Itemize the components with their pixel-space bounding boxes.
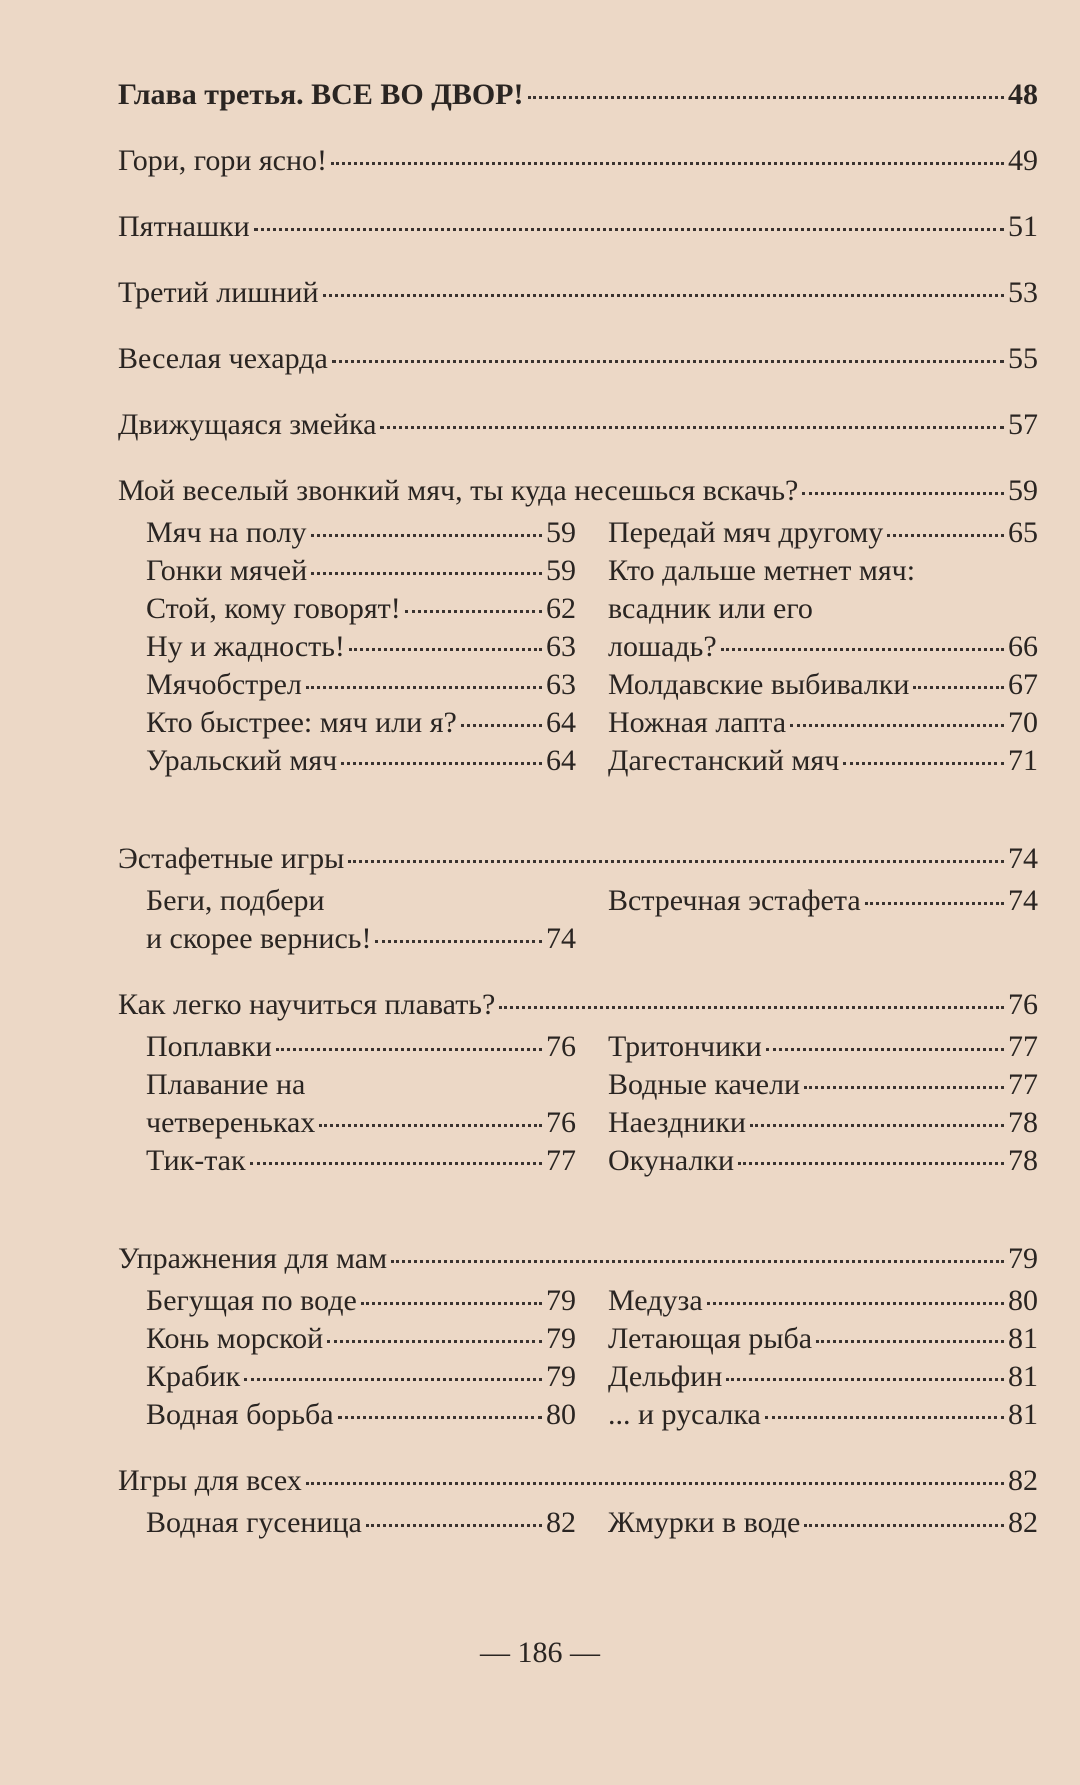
toc-title: Уральский мяч: [146, 744, 338, 777]
toc-subentry: [608, 1066, 1038, 1104]
toc-title: Веселая чехарда: [118, 342, 328, 375]
leader-dots: [366, 1524, 542, 1527]
section-heading-ball: [118, 474, 1038, 508]
toc-subentry: [608, 1028, 1038, 1066]
toc-page: 78: [1008, 1106, 1038, 1139]
toc-page: 48: [1008, 78, 1038, 111]
leader-dots: [254, 228, 1004, 231]
toc-subentry: [608, 742, 1038, 780]
leader-dots: [790, 724, 1004, 727]
right-column: [608, 1028, 1038, 1180]
right-column: [608, 514, 1038, 780]
toc-page: 62: [546, 592, 576, 625]
toc-page: 64: [546, 706, 576, 739]
toc-subentry: [146, 552, 576, 590]
toc-page: 76: [546, 1030, 576, 1063]
toc-title: Глава третья. ВСЕ ВО ДВОР!: [118, 78, 524, 111]
toc-page: 74: [1008, 842, 1038, 875]
leader-dots: [804, 1524, 1004, 1527]
toc-page: 78: [1008, 1144, 1038, 1177]
toc-title: Бегущая по воде: [146, 1284, 357, 1317]
toc-subentry: [608, 1504, 1038, 1542]
toc-page: 49: [1008, 144, 1038, 177]
toc-subentry: [608, 1358, 1038, 1396]
right-column: [608, 882, 1038, 958]
leader-dots: [887, 534, 1004, 537]
toc-page: 59: [546, 516, 576, 549]
toc-subentry: [146, 514, 576, 552]
toc-title: Молдавские выбивалки: [608, 668, 910, 701]
table-of-contents: [118, 78, 1038, 1542]
leader-dots: [311, 534, 542, 537]
leader-dots: [528, 96, 1005, 99]
toc-subentry: [146, 1358, 576, 1396]
toc-title: Ножная лапта: [608, 706, 787, 739]
toc-subentry: [146, 1104, 576, 1142]
left-column: [146, 1504, 576, 1542]
leader-dots: [375, 940, 542, 943]
leader-dots: [319, 1124, 542, 1127]
leader-dots: [766, 1048, 1004, 1051]
leader-dots: [802, 492, 1004, 495]
toc-page: 65: [1008, 516, 1038, 549]
toc-subentry: [608, 666, 1038, 704]
toc-entry: [118, 276, 1038, 310]
toc-title: Стой, кому говорят!: [146, 592, 401, 625]
toc-page: 82: [1008, 1464, 1038, 1497]
toc-page: 81: [1008, 1322, 1038, 1355]
leader-dots: [750, 1124, 1004, 1127]
toc-page: 77: [1008, 1068, 1038, 1101]
leader-dots: [461, 724, 542, 727]
toc-page: 80: [1008, 1284, 1038, 1317]
toc-title: Тик-так: [146, 1144, 246, 1177]
toc-subentry: [608, 1142, 1038, 1180]
leader-dots: [726, 1378, 1004, 1381]
toc-page: 81: [1008, 1360, 1038, 1393]
left-column: [146, 1028, 576, 1180]
toc-title: Гори, гори ясно!: [118, 144, 328, 177]
toc-title: Жмурки в воде: [608, 1506, 801, 1539]
toc-subentry-line: всадник или его: [608, 592, 813, 625]
toc-title: Третий лишний: [118, 276, 319, 309]
toc-title: Пятнашки: [118, 210, 250, 243]
toc-title: Мяч на полу: [146, 516, 307, 549]
toc-page: 64: [546, 744, 576, 777]
toc-title: Летающая рыба: [608, 1322, 813, 1355]
toc-title: Наездники: [608, 1106, 746, 1139]
toc-title: Ну и жадность!: [146, 630, 345, 663]
toc-title: Встречная эстафета: [608, 884, 861, 917]
toc-subentry: [146, 742, 576, 780]
toc-title: Крабик: [146, 1360, 241, 1393]
toc-subentry: [146, 666, 576, 704]
toc-subentry: [146, 628, 576, 666]
subentries-ball: [146, 514, 1038, 780]
leader-dots: [349, 648, 542, 651]
subentries-all: [146, 1504, 1038, 1542]
toc-title: Конь морской: [146, 1322, 324, 1355]
toc-subentry: [146, 704, 576, 742]
leader-dots: [341, 762, 542, 765]
right-column: [608, 1504, 1038, 1542]
toc-subentry: [608, 704, 1038, 742]
leader-dots: [721, 648, 1004, 651]
toc-page: 66: [1008, 630, 1038, 663]
leader-dots: [765, 1416, 1004, 1419]
toc-title: Мячобстрел: [146, 668, 302, 701]
leader-dots: [327, 1340, 542, 1343]
left-column: [146, 514, 576, 780]
toc-subentry: [146, 1028, 576, 1066]
toc-title: Дагестанский мяч: [608, 744, 840, 777]
leader-dots: [361, 1302, 542, 1305]
leader-dots: [338, 1416, 542, 1419]
toc-title: Поплавки: [146, 1030, 272, 1063]
toc-subentry: [608, 1104, 1038, 1142]
toc-page: 70: [1008, 706, 1038, 739]
toc-page: 57: [1008, 408, 1038, 441]
toc-title: Тритончики: [608, 1030, 762, 1063]
toc-title: и скорее вернись!: [146, 922, 372, 955]
leader-dots: [276, 1048, 542, 1051]
subentries-relay: [146, 882, 1038, 958]
toc-subentry: [146, 1396, 576, 1434]
toc-page: 63: [546, 668, 576, 701]
toc-title: Медуза: [608, 1284, 703, 1317]
toc-subentry: [146, 1282, 576, 1320]
toc-title: Как легко научиться плавать?: [118, 988, 496, 1021]
toc-page: 77: [546, 1144, 576, 1177]
toc-page: 71: [1008, 744, 1038, 777]
leader-dots: [311, 572, 542, 575]
leader-dots: [391, 1260, 1004, 1263]
section-heading-all: [118, 1464, 1038, 1498]
toc-entry: [118, 342, 1038, 376]
section-heading-relay: [118, 842, 1038, 876]
leader-dots: [306, 1482, 1004, 1485]
toc-subentry: [146, 920, 576, 958]
toc-page: 80: [546, 1398, 576, 1431]
toc-page: 77: [1008, 1030, 1038, 1063]
toc-subentry: [608, 628, 1038, 666]
toc-title: Водные качели: [608, 1068, 801, 1101]
toc-page: 74: [1008, 884, 1038, 917]
toc-title: Мой веселый звонкий мяч, ты куда несешься вскачь?: [118, 474, 799, 507]
leader-dots: [913, 686, 1004, 689]
toc-subentry: [608, 1320, 1038, 1358]
toc-title: Дельфин: [608, 1360, 723, 1393]
leader-dots: [865, 902, 1004, 905]
toc-subentry: [608, 1396, 1038, 1434]
toc-subentry: [146, 590, 576, 628]
subentries-moms: [146, 1282, 1038, 1434]
toc-subentry-line: Кто дальше метнет мяч:: [608, 554, 916, 587]
left-column: [146, 882, 576, 958]
toc-subentry: [608, 1282, 1038, 1320]
leader-dots: [707, 1302, 1004, 1305]
toc-page: 74: [546, 922, 576, 955]
toc-subentry: [608, 514, 1038, 552]
leader-dots: [250, 1162, 542, 1165]
toc-page: 63: [546, 630, 576, 663]
toc-page: 59: [1008, 474, 1038, 507]
leader-dots: [244, 1378, 542, 1381]
page-number: — 186 —: [480, 1636, 600, 1669]
toc-subentry: [608, 882, 1038, 920]
leader-dots: [332, 360, 1004, 363]
toc-page: 67: [1008, 668, 1038, 701]
toc-page: 53: [1008, 276, 1038, 309]
leader-dots: [306, 686, 542, 689]
chapter-heading: [118, 78, 1038, 112]
toc-page: 82: [1008, 1506, 1038, 1539]
toc-subentry: [146, 1142, 576, 1180]
toc-page: 79: [546, 1360, 576, 1393]
toc-page: 59: [546, 554, 576, 587]
toc-page: 81: [1008, 1398, 1038, 1431]
leader-dots: [738, 1162, 1004, 1165]
leader-dots: [380, 426, 1004, 429]
toc-title: Упражнения для мам: [118, 1242, 388, 1275]
right-column: [608, 1282, 1038, 1434]
toc-page: 51: [1008, 210, 1038, 243]
left-column: [146, 1282, 576, 1434]
toc-page: 79: [1008, 1242, 1038, 1275]
leader-dots: [816, 1340, 1004, 1343]
toc-page: 76: [1008, 988, 1038, 1021]
toc-title: ... и русалка: [608, 1398, 761, 1431]
toc-title: Игры для всех: [118, 1464, 302, 1497]
toc-subentry: [146, 1504, 576, 1542]
toc-title: Передай мяч другому: [608, 516, 884, 549]
leader-dots: [323, 294, 1004, 297]
toc-title: Кто быстрее: мяч или я?: [146, 706, 457, 739]
toc-page: 76: [546, 1106, 576, 1139]
toc-page: 79: [546, 1322, 576, 1355]
toc-page: 79: [546, 1284, 576, 1317]
toc-entry: [118, 408, 1038, 442]
leader-dots: [843, 762, 1004, 765]
toc-entry: [118, 144, 1038, 178]
leader-dots: [348, 860, 1004, 863]
leader-dots: [499, 1006, 1004, 1009]
section-heading-swim: [118, 988, 1038, 1022]
toc-title: Эстафетные игры: [118, 842, 345, 875]
toc-title: Водная борьба: [146, 1398, 334, 1431]
toc-page: 55: [1008, 342, 1038, 375]
leader-dots: [331, 162, 1004, 165]
leader-dots: [405, 610, 542, 613]
toc-entry: [118, 210, 1038, 244]
toc-subentry: [146, 1320, 576, 1358]
toc-title: Гонки мячей: [146, 554, 308, 587]
toc-title: Водная гусеница: [146, 1506, 362, 1539]
toc-title: четвереньках: [146, 1106, 316, 1139]
toc-title: Движущаяся змейка: [118, 408, 377, 441]
leader-dots: [804, 1086, 1004, 1089]
toc-title: Окуналки: [608, 1144, 735, 1177]
toc-page: 82: [546, 1506, 576, 1539]
section-heading-moms: [118, 1242, 1038, 1276]
toc-title: лошадь?: [608, 630, 717, 663]
toc-subentry-line: Беги, подбери: [146, 884, 325, 917]
toc-subentry-line: Плавание на: [146, 1068, 306, 1101]
subentries-swim: [146, 1028, 1038, 1180]
